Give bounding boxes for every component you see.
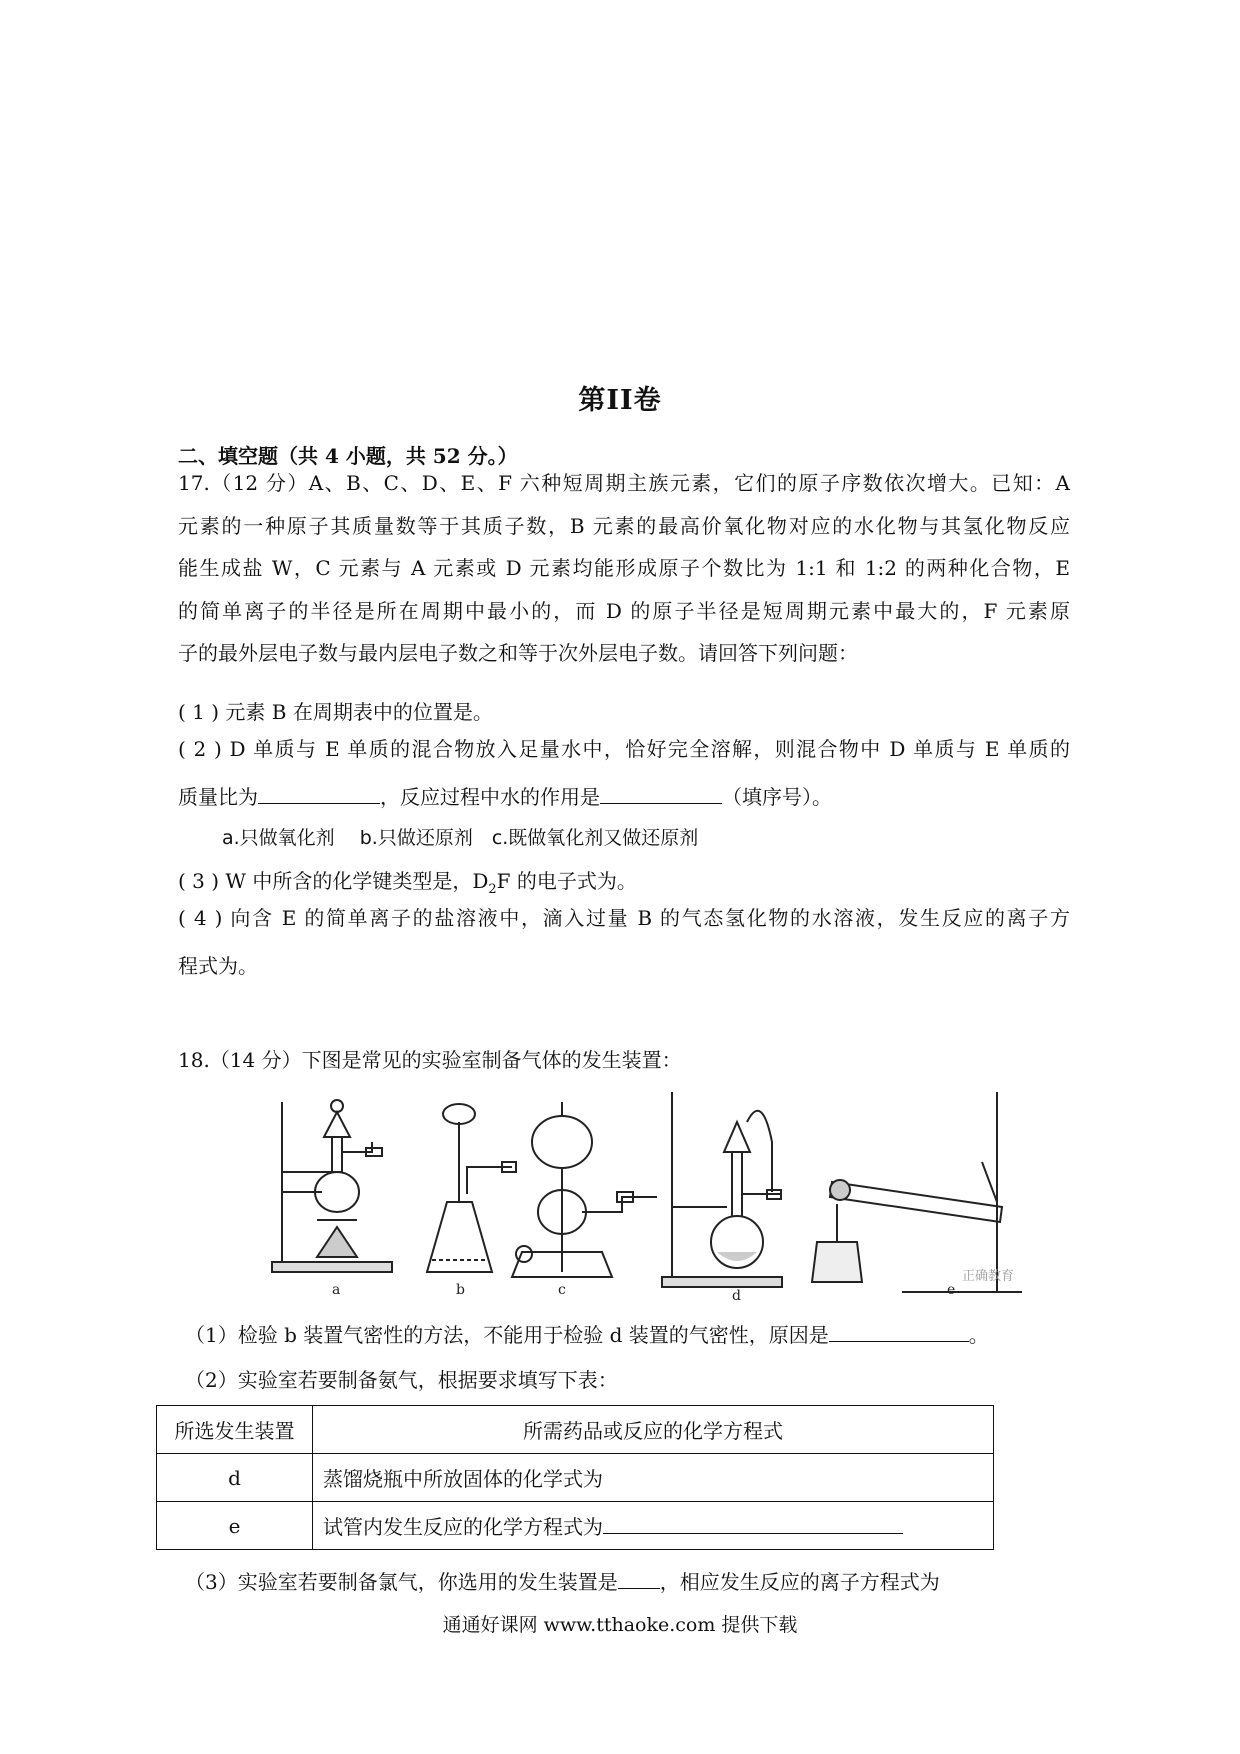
q18-sub-3-text-a: （3）实验室若要制备氯气，你选用的发生装置是 — [185, 1570, 618, 1594]
q18-sub-3-text — [185, 1566, 940, 1595]
q18-sub-3-text-b: ，相应发生反应的离子方程式为 — [659, 1570, 940, 1594]
subscript-2: 2 — [488, 882, 497, 897]
q17-line-4: 的简单离子的半径是所在周期中最小的，而 D 的原子半径是短周期元素中最大的，F 元素原 — [178, 599, 1070, 623]
q17-line-5: 子的最外层电子数与最内层电子数之和等于次外层电子数。请回答下列问题： — [178, 641, 858, 665]
q17-part-1: ( 1 ) 元素 B 在周期表中的位置是。 — [178, 700, 493, 724]
table-header: 所选发生装置 — [157, 1406, 313, 1454]
q17-part-3-post: F 的电子式为。 — [496, 869, 637, 893]
table-cell: 蒸馏烧瓶中所放固体的化学式为 — [313, 1454, 994, 1502]
table-cell-text: 试管内发生反应的化学方程式为 — [323, 1515, 603, 1539]
page-title: 第II卷 — [578, 385, 662, 416]
lab-apparatus-figure — [262, 1082, 1052, 1300]
apparatus-d — [662, 1092, 782, 1287]
q17-options: a.只做氧化剂 b.只做还原剂 c.既做氧化剂又做还原剂 — [222, 827, 699, 849]
label-e: e — [947, 1282, 956, 1298]
table-cell: e — [157, 1502, 313, 1550]
q17-part-2-text-c: （填序号）。 — [722, 785, 832, 809]
q17-part-2-line-2 — [178, 781, 832, 810]
answer-blank-water-role[interactable] — [600, 783, 722, 804]
q17-part-2-text-b: ，反应过程中水的作用是 — [380, 785, 600, 809]
q18-sub-2: （2）实验室若要制备氨气，根据要求填写下表： — [185, 1368, 618, 1392]
q17-line-1: 17.（12 分）A、B、C、D、E、F 六种短周期主族元素，它们的原子序数依次增大。已知：A — [178, 471, 1070, 495]
table-cell: d — [157, 1454, 313, 1502]
q17-part-3 — [178, 865, 637, 897]
q17-part-2-text-a: 质量比为 — [178, 785, 258, 809]
q17-part-4-line-1: ( 4 ) 向含 E 的简单离子的盐溶液中，滴入过量 B 的气态氢化物的水溶液，发生反应的离子方 — [178, 906, 1070, 930]
table-header: 所需药品或反应的化学方程式 — [313, 1406, 994, 1454]
q18-sub-1-text: （1）检验 b 装置气密性的方法，不能用于检验 d 装置的气密性，原因是 — [185, 1323, 829, 1347]
q17-line-3: 能生成盐 W，C 元素与 A 元素或 D 元素均能形成原子个数比为 1:1 和 1:2 的两种化合物，E — [178, 556, 1070, 580]
q17-part-3-pre: ( 3 ) W 中所含的化学键类型是，D — [178, 869, 489, 893]
answer-blank-mass-ratio[interactable] — [258, 783, 380, 804]
answer-blank-reason[interactable] — [829, 1321, 969, 1342]
q18-intro: 18.（14 分）下图是常见的实验室制备气体的发生装置： — [178, 1048, 682, 1072]
table-cell — [313, 1502, 994, 1550]
table-row — [157, 1454, 994, 1502]
answer-blank-device[interactable] — [618, 1568, 660, 1589]
q17-part-4-line-2: 程式为。 — [178, 954, 258, 978]
label-b: b — [456, 1282, 465, 1298]
label-d: d — [732, 1288, 741, 1300]
q18-sub-3 — [185, 1566, 1070, 1595]
table-header-row — [157, 1406, 994, 1454]
apparatus-b — [427, 1104, 516, 1272]
answer-blank-equation[interactable] — [603, 1513, 903, 1534]
section-heading: 二、填空题（共 4 小题，共 52 分。） — [178, 444, 518, 468]
apparatus-c — [512, 1102, 657, 1277]
footer: 通通好课网 www.tthaoke.com 提供下载 — [442, 1614, 798, 1636]
q17-part-2-line-1: ( 2 ) D 单质与 E 单质的混合物放入足量水中，恰好完全溶解，则混合物中 D 单质与 E 单质的 — [178, 737, 1070, 761]
ammonia-table — [156, 1405, 994, 1550]
watermark: 正确教育 — [962, 1269, 1015, 1284]
table-row — [157, 1502, 994, 1550]
apparatus-e — [812, 1092, 1022, 1292]
q17-line-2: 元素的一种原子其质量数等于其质子数，B 元素的最高价氧化物对应的水化物与其氢化物反应 — [178, 514, 1070, 538]
label-c: c — [558, 1282, 566, 1298]
q18-sub-1 — [185, 1319, 989, 1348]
apparatus-a — [272, 1100, 392, 1272]
label-a: a — [332, 1282, 341, 1298]
q18-sub-1-end: 。 — [968, 1323, 989, 1347]
